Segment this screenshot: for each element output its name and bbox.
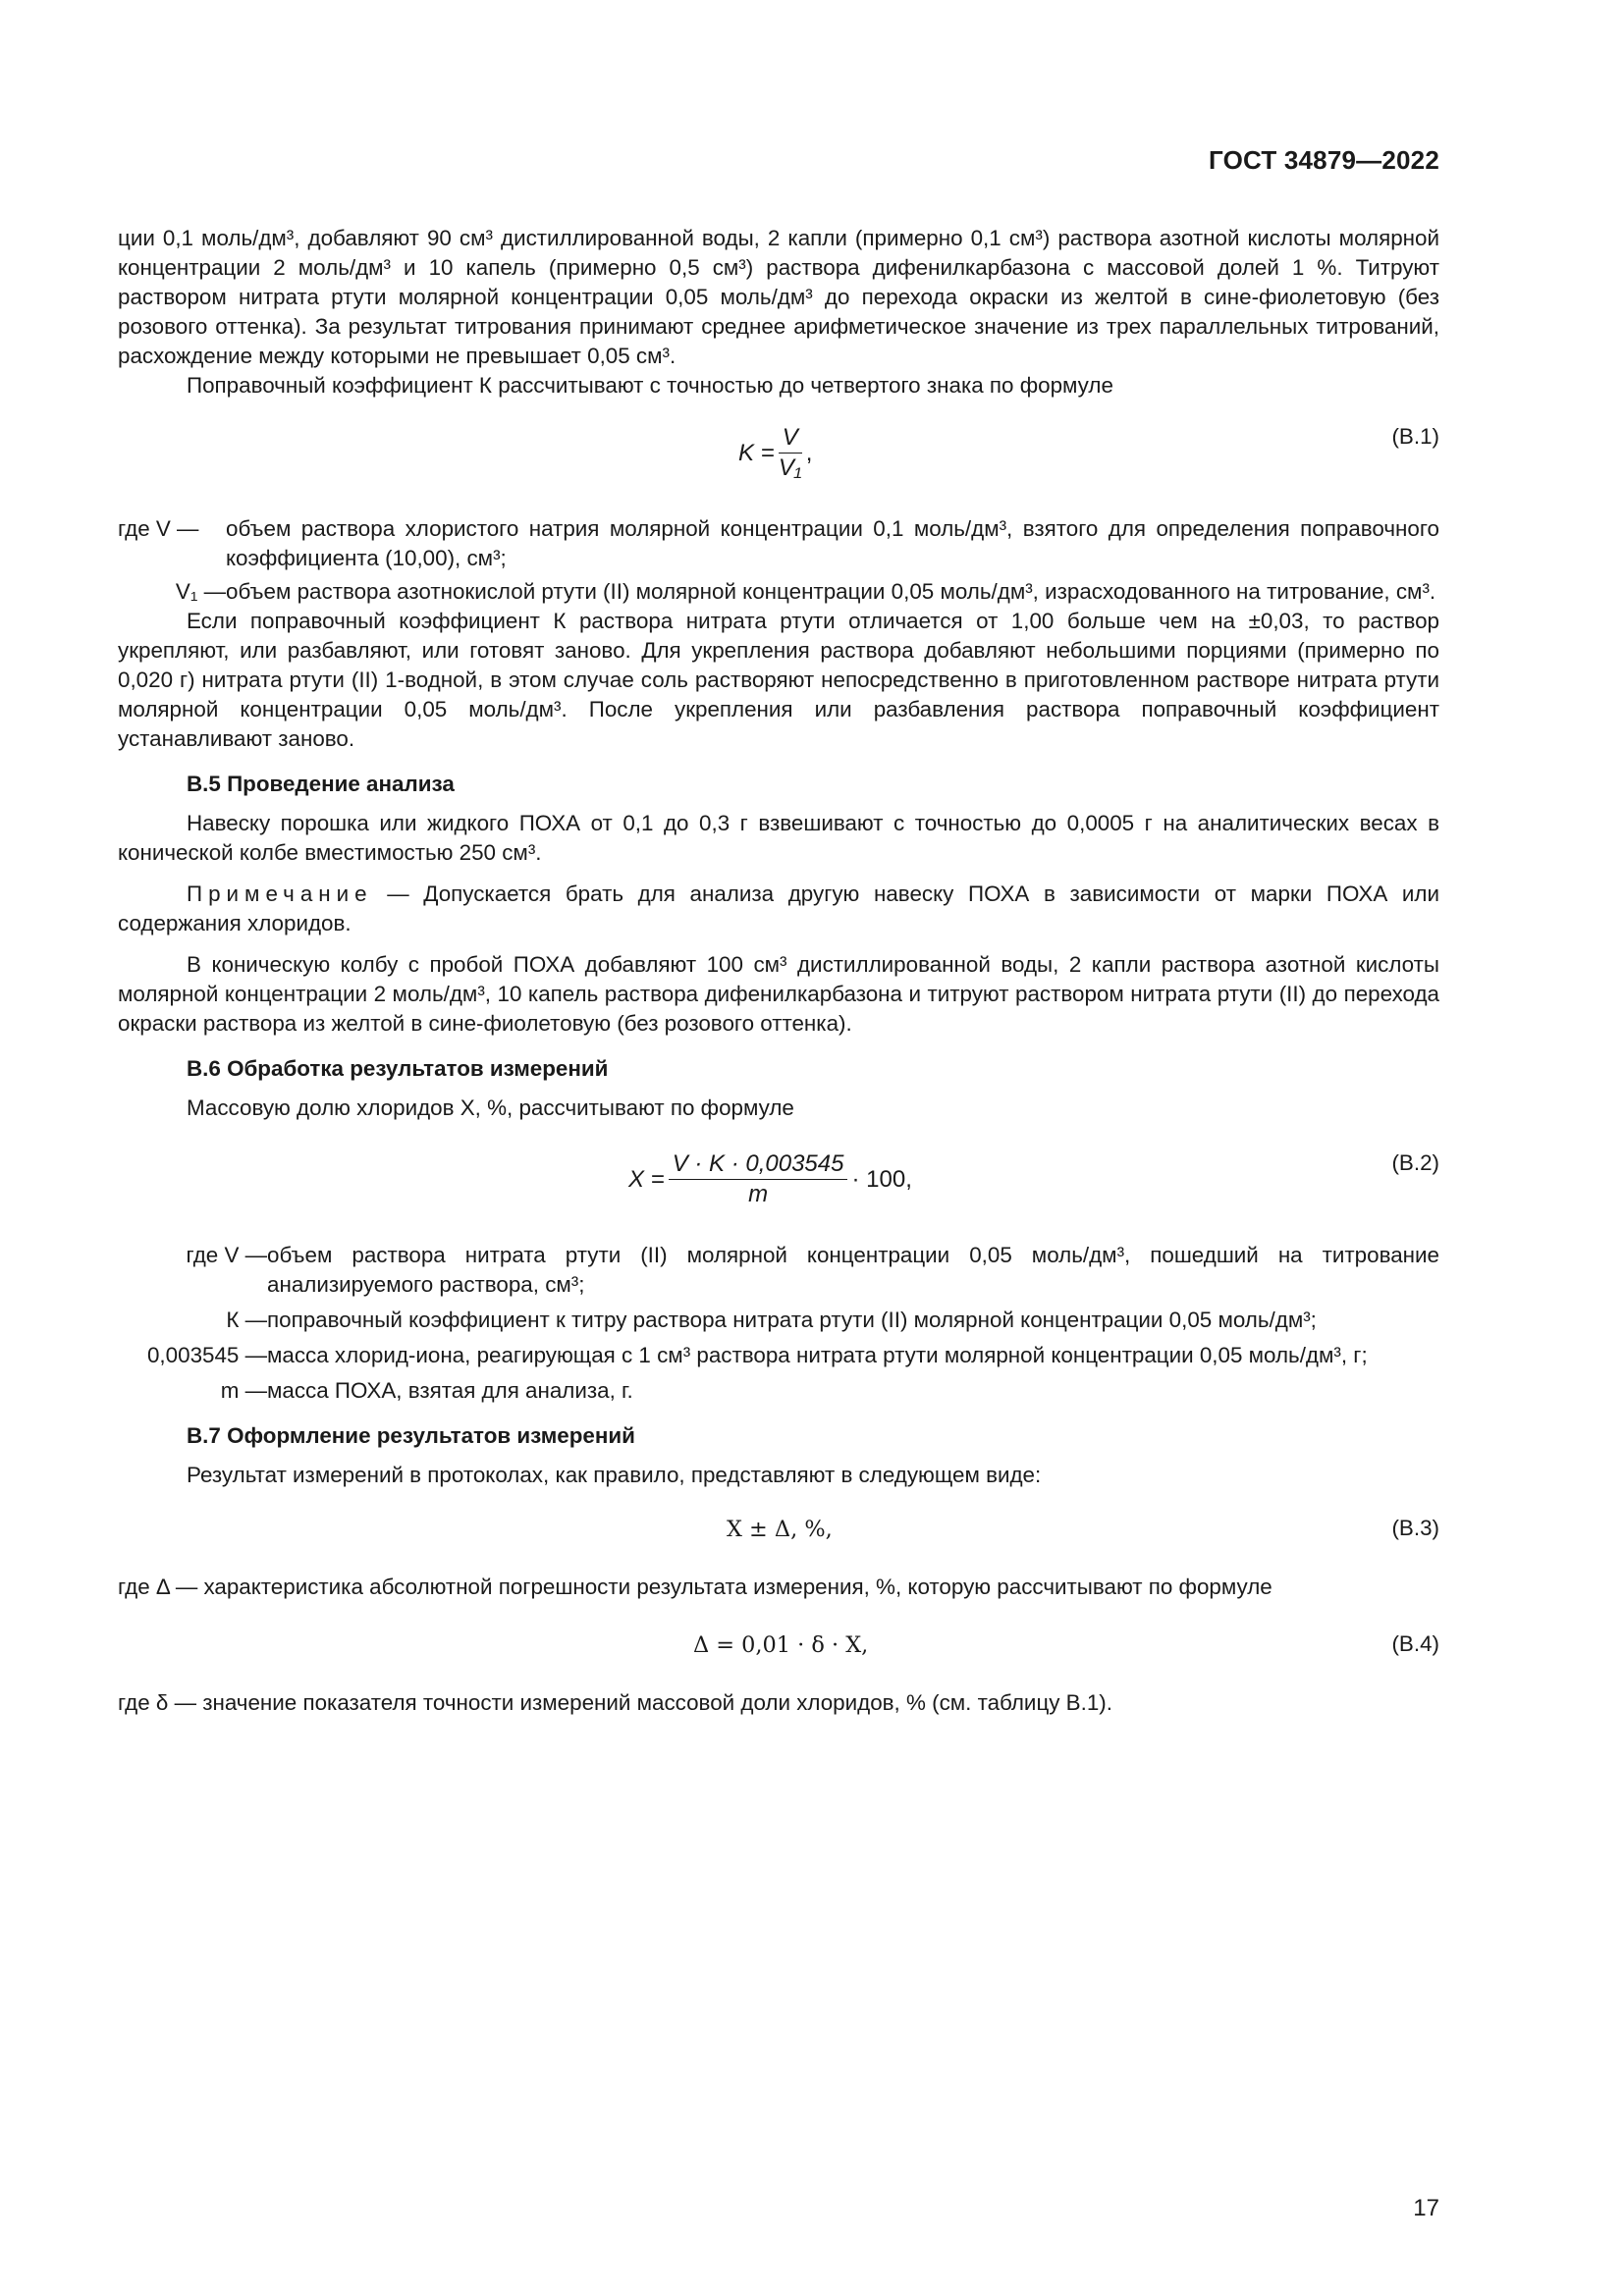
where-desc: масса ПОХА, взятая для анализа, г. — [267, 1378, 633, 1403]
formula-b4-body — [693, 1616, 868, 1675]
where-list-b2 — [118, 1241, 1439, 1406]
formula-b4-number: (В.4) — [1391, 1631, 1439, 1656]
note-paragraph — [118, 880, 1439, 938]
document-header: ГОСТ 34879—2022 — [1209, 145, 1439, 175]
note-label: Примечание — [187, 881, 373, 906]
paragraph-result-format: Результат измерений в протоколах, как правило, представляют в следующем виде: — [187, 1463, 1042, 1487]
where-item — [118, 514, 1439, 573]
page-number: 17 — [1413, 2195, 1439, 2221]
formula-b3-number: (В.3) — [1391, 1516, 1439, 1540]
where-term: где V — — [118, 516, 199, 541]
formula-b4-expression: Δ = 0,01 · δ · X, — [693, 1632, 869, 1658]
where-desc: объем раствора азотнокислой ртути (II) молярной концентрации 0,05 моль/дм³, израсходованного на титрование, см³. — [226, 579, 1436, 604]
section-heading-b5: В.5 Проведение анализа — [187, 772, 455, 796]
formula-b3-body — [727, 1500, 833, 1559]
where-term: 0,003545 — — [146, 1343, 267, 1367]
where-term: m — — [220, 1378, 267, 1403]
paragraph-calculation-intro: Массовую долю хлоридов X, %, рассчитывают по формуле — [187, 1095, 794, 1120]
formula-b2-numerator: V · K · 0,003545 — [669, 1150, 848, 1180]
paragraph-procedure: В коническую колбу с пробой ПОХА добавляют 100 см³ дистиллированной воды, 2 капли раствора азотной кислоты молярной концентрации 2 моль/дм³, 10 капель раствора дифенилкарбазона и титруют раствором нитрата ртути (II) до перехода окраски раствора из желтой в сине-фиолетовую (без розового оттенка). — [118, 952, 1439, 1036]
formula-b3 — [118, 1500, 1439, 1559]
formula-b2-denominator: m — [748, 1181, 769, 1207]
formula-b3-expression: X ± Δ, %, — [727, 1517, 833, 1542]
where-desc: масса хлорид-иона, реагирующая с 1 см³ раствора нитрата ртути молярной концентрации 0,05 моль/дм³, г; — [267, 1343, 1368, 1367]
formula-b1-tail: , — [805, 440, 813, 466]
formula-b1-fraction — [779, 424, 802, 483]
formula-b2-lhs: X = — [628, 1166, 665, 1193]
where-term: где V — — [186, 1243, 267, 1267]
where-item — [118, 577, 1439, 607]
formula-b2 — [118, 1137, 1439, 1223]
formula-b1-denominator: V₁ — [778, 454, 802, 481]
formula-b1-numerator: V — [779, 424, 802, 454]
where-item — [118, 1376, 1439, 1406]
section-heading-b7: В.7 Оформление результатов измерений — [187, 1423, 635, 1448]
paragraph-sample: Навеску порошка или жидкого ПОХА от 0,1 до 0,3 г взвешивают с точностью до 0,0005 г на аналитических весах в конической колбе вместимостью 250 см³. — [118, 811, 1439, 865]
paragraph-correction-intro: Поправочный коэффициент К рассчитывают с точностью до четвертого знака по формуле — [187, 373, 1113, 398]
paragraph-titration: ции 0,1 моль/дм³, добавляют 90 см³ дистиллированной воды, 2 капли (примерно 0,1 см³) раствора азотной кислоты молярной концентрации 2 моль/дм³ и 10 капель (примерно 0,5 см³) раствора дифенилкарбазона с массовой долей 1 %. Титруют раствором нитрата ртути молярной концентрации 0,05 моль/дм³ до перехода окраски из желтой в сине-фиолетовую (без розового оттенка). За результат титрования принимают среднее арифметическое значение из трех параллельных титрований, расхождение между которыми не превышает 0,05 см³. — [118, 226, 1439, 368]
where-item — [118, 1241, 1439, 1300]
formula-b2-fraction — [669, 1150, 848, 1209]
where-item — [118, 1341, 1439, 1370]
where-term: V₁ — — [175, 579, 226, 604]
formula-b2-number: (В.2) — [1391, 1150, 1439, 1175]
formula-b2-tail: · 100, — [851, 1166, 912, 1193]
where-desc: объем раствора нитрата ртути (II) молярной концентрации 0,05 моль/дм³, пошедший на титрование анализируемого раствора, см³; — [267, 1243, 1439, 1297]
where-item — [118, 1306, 1439, 1335]
paragraph-delta-accuracy: где δ — значение показателя точности измерений массовой доли хлоридов, % (см. таблицу В.1). — [118, 1690, 1112, 1715]
note-text: — Допускается брать для анализа другую навеску ПОХА в зависимости от марки ПОХА или содержания хлоридов. — [118, 881, 1439, 935]
where-term: К — — [226, 1308, 267, 1332]
formula-b1-number: (В.1) — [1391, 424, 1439, 449]
formula-b1 — [118, 410, 1439, 497]
paragraph-delta-definition: где Δ — характеристика абсолютной погрешности результата измерения, %, которую рассчитывают по формуле — [118, 1575, 1272, 1599]
formula-b2-body — [628, 1137, 912, 1223]
section-heading-b6: В.6 Обработка результатов измерений — [187, 1056, 609, 1081]
where-desc: поправочный коэффициент к титру раствора нитрата ртути (II) молярной концентрации 0,05 моль/дм³; — [267, 1308, 1317, 1332]
where-list-b1 — [118, 514, 1439, 607]
formula-b1-lhs: K = — [738, 440, 775, 466]
where-desc: объем раствора хлористого натрия молярной концентрации 0,1 моль/дм³, взятого для определения поправочного коэффициента (10,00), см³; — [226, 516, 1439, 570]
paragraph-correction-rules: Если поправочный коэффициент К раствора нитрата ртути отличается от 1,00 больше чем на ±0,03, то раствор укрепляют, или разбавляют, или готовят заново. Для укрепления раствора добавляют небольшими порциями (примерно по 0,020 г) нитрата ртути (II) 1-водной, в этом случае соль растворяют непосредственно в приготовленном растворе нитрата ртути молярной концентрации 0,05 моль/дм³. После укрепления или разбавления раствора поправочный коэффициент устанавливают заново. — [118, 609, 1439, 751]
document-body — [118, 224, 1439, 1718]
formula-b4 — [118, 1616, 1439, 1675]
formula-b1-body — [738, 410, 812, 497]
